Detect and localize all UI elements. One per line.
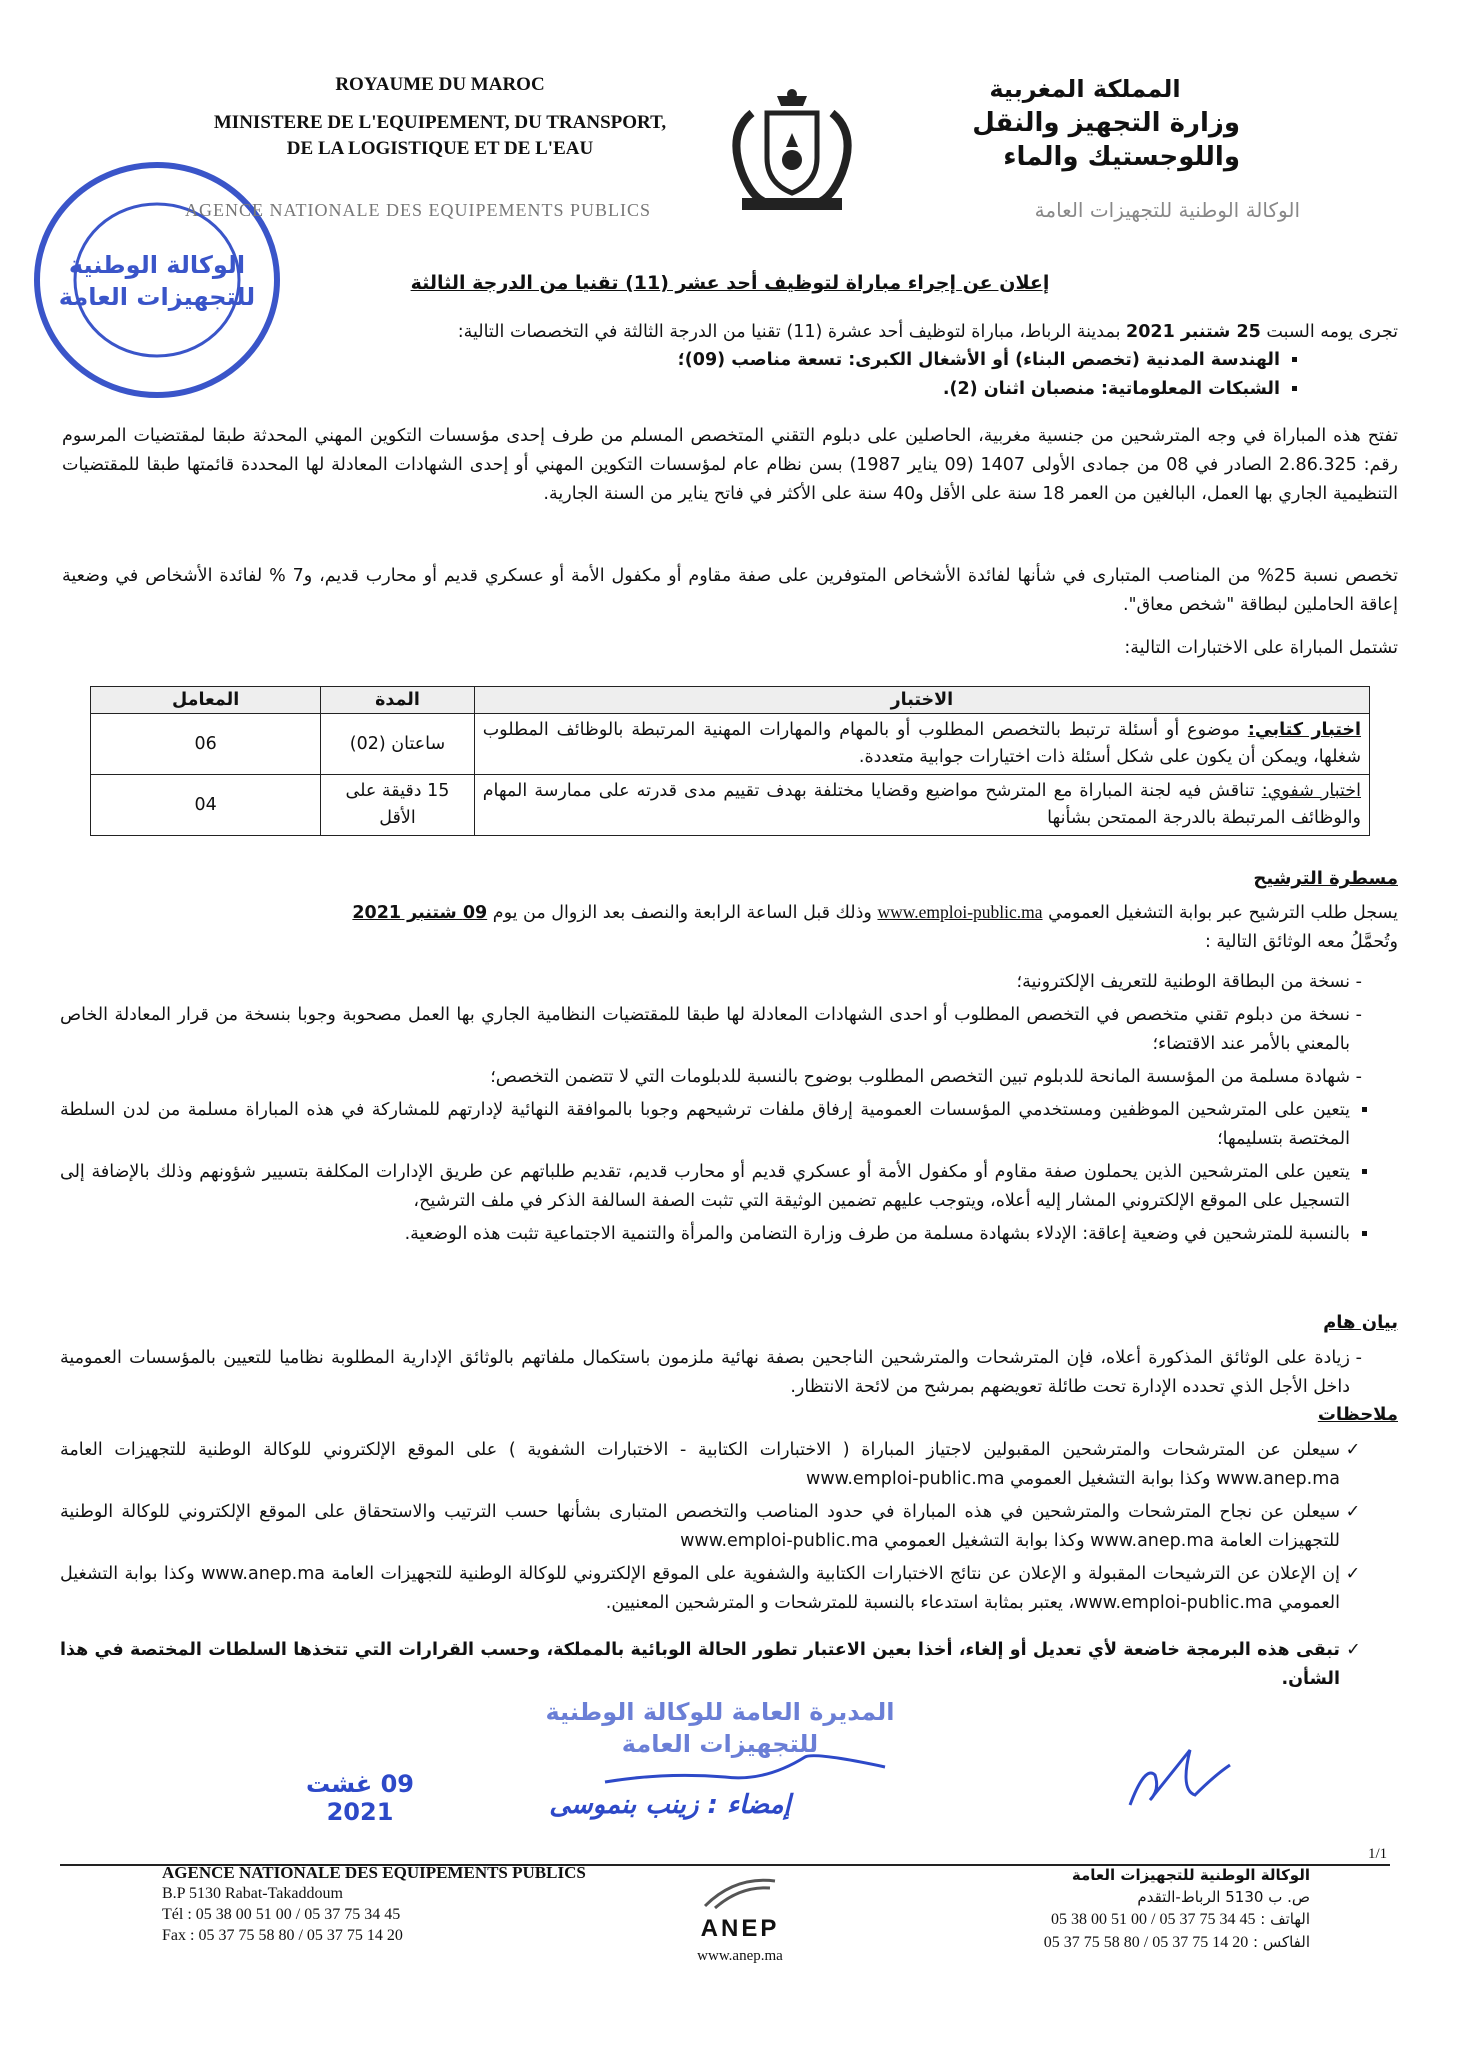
quota-paragraph: تخصص نسبة 25% من المناصب المتبارى في شأنها لفائدة الأشخاص المتوفرين على صفة مقاوم أو مكفول الأمة أو عسكري قديم أو محارب قديم، و7 % لفائدة الأشخاص في وضعية إعاقة الحاملين لبطاقة "شخص معاق". <box>62 566 1398 615</box>
candidature-post: وذلك قبل الساعة الرابعة والنصف بعد الزوال من يوم <box>487 903 878 923</box>
signature-stamp-line1: المديرة العامة للوكالة الوطنية <box>545 1698 895 1726</box>
doc-item: - نسخة من دبلوم تقني متخصص في التخصص المطلوب أو احدى الشهادات المعادلة لها طبقا للمقتضيات النظامية الجاري بها العمل مصحوبة وجوبا بنسخة من قرار المعادلة الخاص بالمعني بالأمر عند الاقتضاء؛ <box>60 1001 1350 1059</box>
footer-ar-fax: 05 37 75 58 80 / 05 37 75 14 20 <box>1043 1934 1249 1951</box>
exams-header-coef: المعامل <box>91 687 321 714</box>
notes-list <box>60 1096 1398 1253</box>
exams-header-duration: المدة <box>321 687 474 714</box>
remark-item: ✓ سيعلن عن نجاح المترشحات والمترشحين في هذه المباراة في حدود المناصب والتخصص المتبارى بشأنها حسب الترتيب والاستحقاق على الموقع الإلكتروني للوكالة الوطنية للتجهيزات العامة www.anep.ma وكذا بوابة التشغيل العمومي www.emploi-public.ma <box>60 1498 1340 1556</box>
candidature-line2: وتُحمَّلُ معه الوثائق التالية : <box>1204 932 1398 952</box>
header-fr <box>180 72 700 162</box>
exam-duration: ساعتان (02) <box>321 714 474 775</box>
doc-item: - شهادة مسلمة من المؤسسة المانحة للدبلوم تبين التخصص المطلوب بوضوح بالنسبة للدبلومات التي لا تتضمن التخصص؛ <box>60 1063 1350 1092</box>
exams-table <box>90 686 1370 836</box>
page-number: 1/1 <box>1368 1846 1388 1862</box>
signature-date: 09 غشت 2021 <box>306 1770 414 1826</box>
intro-date: 25 شتنبر 2021 <box>1126 322 1261 342</box>
specialties-list <box>60 346 1320 404</box>
footer-fr <box>162 1862 682 1946</box>
important-text: - زيادة على الوثائق المذكورة أعلاه، فإن المترشحات والمترشحين الناجحين بصفة نهائية ملزمون باستكمال ملفاتهم بالوثائق الإدارية المطلوبة نظاميا للتعيين بالمؤسسات العمومية داخل الأجل الذي تحدده الإدارة تحت طائلة تعويضهم بمرشح من لائحة الانتظار. <box>60 1344 1350 1402</box>
remarks-heading: ملاحظات <box>1317 1404 1398 1425</box>
note-item: ▪ يتعين على المترشحين الموظفين ومستخدمي المؤسسات العمومية إرفاق ملفات ترشيحهم وجوبا بالموافقة النهائية لإدارتهم للمشاركة في هذه المباراة مسلمة من لدن السلطة المختصة بتسليمها؛ <box>60 1096 1350 1154</box>
table-row <box>91 714 1370 775</box>
page-title: إعلان عن إجراء مباراة لتوظيف أحد عشر (11) تقنيا من الدرجة الثالثة <box>410 272 1050 294</box>
coat-of-arms-emblem <box>722 88 862 218</box>
exam-desc: موضوع أو أسئلة ترتبط بالتخصص المطلوب أو بالمهام والمهارات المهنية المرتبطة بالوظائف المطلوب شغلها، ويمكن أن يكون على شكل أسئلة ذات اختيارات جوابية متعددة. <box>482 720 1361 767</box>
footer-fr-address: B.P 5130 Rabat-Takaddoum <box>162 1885 343 1902</box>
exams-header-test: الاختبار <box>474 687 1369 714</box>
header-ar-agency: الوكالة الوطنية للتجهيزات العامة <box>1034 198 1300 222</box>
exam-label: اختبار كتابي: <box>1247 720 1361 740</box>
header-fr-ministry-1: MINISTERE DE L'EQUIPEMENT, DU TRANSPORT, <box>213 112 667 133</box>
exam-coef: 04 <box>91 775 321 836</box>
header-ar-kingdom: المملكة المغربية <box>989 75 1181 103</box>
exams-intro: تشتمل المباراة على الاختبارات التالية: <box>1124 638 1398 658</box>
exam-desc: تناقش فيه لجنة المباراة مع المترشح مواضيع وقضايا مختلفة بهدف تقييم مدى قدرته على ممارسة المهام والوظائف المرتبطة بالدرجة الممتحن بشأنها <box>482 781 1361 828</box>
intro-post: بمدينة الرباط، مباراة لتوظيف أحد عشرة (11) تقنيا من الدرجة الثالثة في التخصصات التالية: <box>457 322 1127 342</box>
signature-name: إمضاء : زينب بنموسى <box>549 1790 791 1820</box>
stamp-center-2: للتجهيزات العامة <box>58 283 256 311</box>
candidature-line1 <box>62 898 1398 928</box>
footer-fr-name: AGENCE NATIONALE DES EQUIPEMENTS PUBLICS <box>162 1863 586 1882</box>
exam-desc-cell <box>474 775 1369 836</box>
header-fr-agency: AGENCE NATIONALE DES EQUIPEMENTS PUBLICS <box>185 200 651 220</box>
handwritten-signature <box>1120 1740 1240 1820</box>
intro-pre: تجرى يومه السبت <box>1260 322 1398 342</box>
footer-ar <box>930 1864 1310 1954</box>
stamp-center-1: الوكالة الوطنية <box>68 251 246 279</box>
svg-text:المملكة المغربية ★ وزارة التجه <box>30 155 43 161</box>
exam-coef: 06 <box>91 714 321 775</box>
signature-stamp-line2: للتجهيزات العامة <box>621 1730 819 1758</box>
header-ar <box>900 72 1270 174</box>
footer-fr-fax: Fax : 05 37 75 58 80 / 05 37 75 14 20 <box>162 1927 403 1944</box>
remark-item: ✓ إن الإعلان عن الترشيحات المقبولة و الإعلان عن نتائج الاختبارات الكتابية والشفوية على الموقع الإلكتروني للوكالة الوطنية للتجهيزات العامة www.anep.ma وكذا بوابة التشغيل العمومي www.emploi-public.ma، يعتبر بمثابة استدعاء بالنسبة للمترشحات و المترشحين المعنيين. <box>60 1560 1340 1618</box>
intro-paragraph <box>60 318 1398 347</box>
header-ar-ministry-1: وزارة التجهيز والنقل <box>972 108 1240 138</box>
docs-list <box>60 968 1398 1096</box>
important-list <box>60 1344 1398 1402</box>
doc-item: - نسخة من البطاقة الوطنية للتعريف الإلكترونية؛ <box>60 968 1350 997</box>
exam-desc-cell <box>474 714 1369 775</box>
note-item: ▪ بالنسبة للمترشحين في وضعية إعاقة: الإدلاء بشهادة مسلمة من طرف وزارة التضامن والمرأة والتنمية الاجتماعية تثبت هذه الوضعية. <box>60 1220 1350 1249</box>
footer-ar-phone-label: الهاتف : <box>1260 1910 1310 1928</box>
conditions-paragraph: تفتح هذه المباراة في وجه المترشحين من جنسية مغربية، الحاصلين على دبلوم التقني المتخصص المسلم من طرف إحدى مؤسسات التكوين المهني المحدثة طبقا لمقتضيات المرسوم رقم: 2.86.325 الصادر في 08 من جمادى الأولى 1407 (09 يناير 1987) بسن نظام عام لمؤسسات التكوين المهني أو إحدى الشهادات المعادلة لها المحددة قائمتها طبقا للمقتضيات التنظيمية الجاري بها العمل، البالغين من العمر 18 سنة على الأقل و40 سنة على الأكثر في فاتح يناير من السنة الجارية. <box>62 426 1399 504</box>
footer-website[interactable]: www.anep.ma <box>697 1948 783 1964</box>
candidature-pre: يسجل طلب الترشيح عبر بوابة التشغيل العمومي <box>1042 903 1398 923</box>
footer-ar-phone: 05 38 00 51 00 / 05 37 75 34 45 <box>1051 1911 1256 1928</box>
anep-logo-icon <box>695 1876 785 1912</box>
header-ar-ministry-2: واللوجستيك والماء <box>1003 142 1240 172</box>
signature-scribble <box>600 1752 890 1792</box>
footer-ar-fax-label: الفاكس : <box>1253 1933 1310 1951</box>
signature-stamp <box>520 1696 920 1760</box>
footer-fr-phone: Tél : 05 38 00 51 00 / 05 37 75 34 45 <box>162 1906 401 1923</box>
specialty-item: ▪ الشبكات المعلوماتية: منصبان اثنان (2). <box>60 375 1280 404</box>
footer-ar-address: ص. ب 5130 الرباط-التقدم <box>1137 1888 1310 1906</box>
emploi-public-link[interactable]: www.emploi-public.ma <box>877 902 1043 922</box>
note-item: ▪ يتعين على المترشحين الذين يحملون صفة مقاوم أو مكفول الأمة أو عسكري قديم أو محارب قديم، تقديم طلباتهم عن طريق الإدارات المكلفة بتسيير شؤونهم وذلك بالإضافة إلى التسجيل على الموقع الإلكتروني المشار إليه أعلاه، ويتوجب عليهم تضمين الوثيقة التي تثبت الصفة السالفة الذكر في ملف الترشيح، <box>60 1158 1350 1216</box>
candidature-date: 09 شتنبر 2021 <box>352 903 488 923</box>
remark-item: ✓ تبقى هذه البرمجة خاضعة لأي تعديل أو إلغاء، أخذا بعين الاعتبار تطور الحالة الوبائية بالمملكة، وحسب القرارات التي تتخذها السلطات المختصة في هذا الشأن. <box>60 1636 1340 1694</box>
header-fr-kingdom: ROYAUME DU MAROC <box>335 74 545 95</box>
specialty-item: ▪ الهندسة المدنية (تخصص البناء) أو الأشغال الكبرى: تسعة مناصب (09)؛ <box>60 346 1280 375</box>
important-heading: بيان هام <box>1323 1312 1398 1333</box>
anep-logo <box>665 1876 815 1965</box>
remarks-list <box>60 1436 1388 1698</box>
exam-label: اختبار شفوي: <box>1261 781 1361 801</box>
candidature-heading: مسطرة الترشيح <box>1253 868 1398 889</box>
footer-ar-name: الوكالة الوطنية للتجهيزات العامة <box>1071 1866 1310 1884</box>
table-row <box>91 775 1370 836</box>
anep-logo-text: ANEP <box>700 1915 780 1942</box>
remark-item: ✓ سيعلن عن المترشحات والمترشحين المقبولين لاجتياز المباراة ( الاختبارات الكتابية - الاختبارات الشفوية ) على الموقع الإلكتروني للوكالة الوطنية للتجهيزات العامة www.anep.ma وكذا بوابة التشغيل العمومي www.emploi-public.ma <box>60 1436 1340 1494</box>
stamp-ring-text <box>30 155 43 161</box>
header-fr-ministry-2: DE LA LOGISTIQUE ET DE L'EAU <box>286 138 594 159</box>
exam-duration: 15 دقيقة على الأقل <box>321 775 474 836</box>
